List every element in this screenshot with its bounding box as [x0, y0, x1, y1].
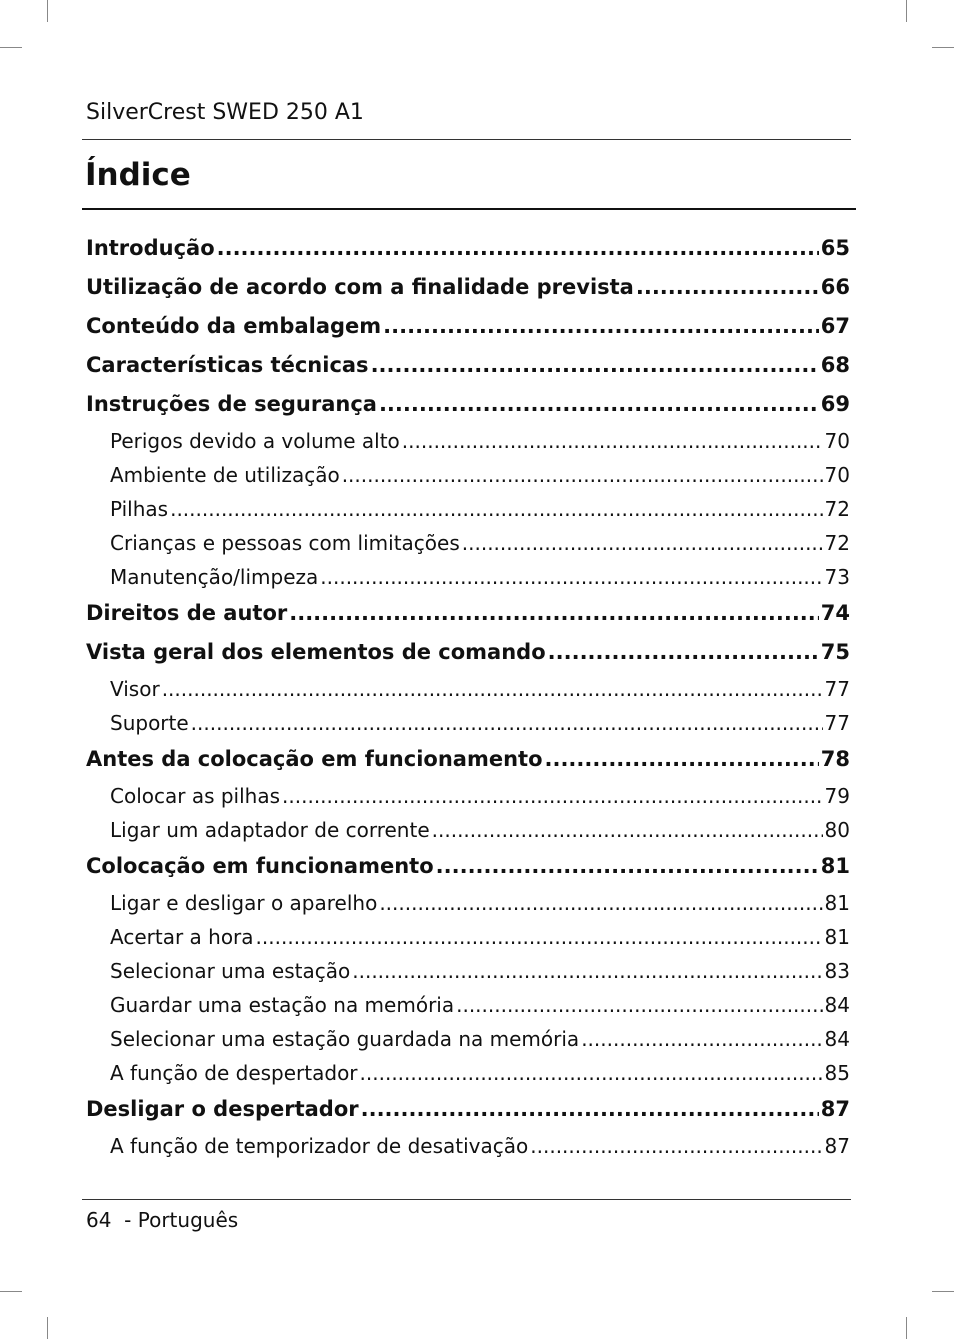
toc-entry-page: 78 [820, 747, 850, 771]
toc-chapter-entry[interactable] [86, 307, 850, 346]
toc-chapter-entry[interactable] [86, 740, 850, 779]
toc-section-entry[interactable] [86, 886, 850, 920]
toc-chapter-entry[interactable] [86, 229, 850, 268]
toc-section-entry[interactable] [86, 1022, 850, 1056]
title-rule [82, 208, 856, 210]
toc-leader-dots [289, 594, 819, 633]
toc-leader-dots [217, 229, 819, 268]
toc-entry-page: 81 [824, 925, 850, 949]
toc-entry-label: Instruções de segurança [86, 392, 377, 416]
toc-entry-page: 83 [824, 959, 850, 983]
toc-leader-dots [456, 988, 822, 1022]
toc-entry-label: Vista geral dos elementos de comando [86, 640, 546, 664]
toc-entry-label: Crianças e pessoas com limitações [110, 531, 460, 555]
toc-entry-label: Ligar um adaptador de corrente [110, 818, 430, 842]
toc-leader-dots [436, 847, 819, 886]
running-header: SilverCrest SWED 250 A1 [86, 100, 364, 125]
toc-entry-label: Ambiente de utilização [110, 463, 340, 487]
toc-chapter-entry[interactable] [86, 594, 850, 633]
toc-entry-page: 77 [824, 677, 850, 701]
toc-chapter-entry[interactable] [86, 1090, 850, 1129]
toc-leader-dots [170, 492, 822, 526]
toc-chapter-entry[interactable] [86, 385, 850, 424]
toc-entry-label: Conteúdo da embalagem [86, 314, 382, 338]
toc-section-entry[interactable] [86, 813, 850, 847]
toc-leader-dots [352, 954, 822, 988]
toc-entry-label: Introdução [86, 236, 215, 260]
toc-entry-page: 81 [820, 854, 850, 878]
toc-leader-dots [342, 458, 823, 492]
toc-entry-page: 85 [824, 1061, 850, 1085]
toc-entry-label: Direitos de autor [86, 601, 288, 625]
toc-entry-page: 65 [820, 236, 850, 260]
toc-entry-label: Acertar a hora [110, 925, 254, 949]
toc-entry-label: A função de temporizador de desativação [110, 1134, 529, 1158]
toc-leader-dots [191, 706, 823, 740]
toc-entry-label: Pilhas [110, 497, 169, 521]
toc-leader-dots [360, 1056, 823, 1090]
toc-leader-dots [320, 560, 822, 594]
toc-section-entry[interactable] [86, 672, 850, 706]
toc-entry-page: 87 [820, 1097, 850, 1121]
crop-mark [906, 0, 907, 22]
toc-leader-dots [361, 1090, 819, 1129]
crop-mark [47, 1317, 48, 1339]
toc-entry-label: Antes da colocação em funcionamento [86, 747, 543, 771]
toc-section-entry[interactable] [86, 458, 850, 492]
toc-chapter-entry[interactable] [86, 633, 850, 672]
toc-section-entry[interactable] [86, 424, 850, 458]
toc-entry-page: 68 [820, 353, 850, 377]
toc-entry-page: 70 [824, 463, 850, 487]
crop-mark [0, 1291, 22, 1292]
toc-chapter-entry[interactable] [86, 847, 850, 886]
toc-entry-label: Colocar as pilhas [110, 784, 281, 808]
toc-section-entry[interactable] [86, 779, 850, 813]
toc-entry-page: 87 [824, 1134, 850, 1158]
toc-entry-label: Suporte [110, 711, 189, 735]
toc-leader-dots [530, 1129, 822, 1163]
toc-entry-label: Selecionar uma estação guardada na memória [110, 1027, 580, 1051]
header-rule [82, 139, 851, 140]
toc-chapter-entry[interactable] [86, 346, 850, 385]
toc-leader-dots [371, 346, 819, 385]
toc-entry-page: 77 [824, 711, 850, 735]
toc-entry-page: 79 [824, 784, 850, 808]
toc-entry-label: Características técnicas [86, 353, 369, 377]
toc-section-entry[interactable] [86, 920, 850, 954]
toc-leader-dots [462, 526, 823, 560]
toc-leader-dots [432, 813, 823, 847]
toc-leader-dots [545, 740, 819, 779]
page-footer [86, 1208, 238, 1232]
footer-language: - Português [124, 1208, 239, 1232]
toc-entry-page: 84 [824, 993, 850, 1017]
toc-entry-page: 74 [820, 601, 850, 625]
toc-entry-page: 72 [824, 531, 850, 555]
toc-leader-dots [379, 385, 819, 424]
toc-entry-page: 69 [820, 392, 850, 416]
crop-mark [906, 1317, 907, 1339]
toc-entry-page: 67 [820, 314, 850, 338]
toc-section-entry[interactable] [86, 988, 850, 1022]
toc-entry-label: Guardar uma estação na memória [110, 993, 455, 1017]
toc-entry-page: 84 [824, 1027, 850, 1051]
toc-entry-page: 75 [820, 640, 850, 664]
toc-entry-label: Manutenção/limpeza [110, 565, 319, 589]
crop-mark [932, 1291, 954, 1292]
toc-entry-page: 66 [820, 275, 850, 299]
toc-entry-label: Utilização de acordo com a finalidade prevista [86, 275, 634, 299]
toc-leader-dots [162, 672, 823, 706]
toc-entry-label: Selecionar uma estação [110, 959, 351, 983]
footer-rule [82, 1199, 851, 1200]
toc-leader-dots [581, 1022, 822, 1056]
toc-section-entry[interactable] [86, 492, 850, 526]
toc-entry-page: 80 [824, 818, 850, 842]
toc-section-entry[interactable] [86, 706, 850, 740]
toc-section-entry[interactable] [86, 560, 850, 594]
toc-entry-label: Ligar e desligar o aparelho [110, 891, 378, 915]
toc-section-entry[interactable] [86, 1056, 850, 1090]
toc-entry-label: A função de despertador [110, 1061, 358, 1085]
crop-mark [932, 47, 954, 48]
toc-entry-label: Desligar o despertador [86, 1097, 359, 1121]
toc-entry-page: 72 [824, 497, 850, 521]
toc-entry-label: Colocação em funcionamento [86, 854, 434, 878]
toc-leader-dots [548, 633, 819, 672]
toc-entry-label: Perigos devido a volume alto [110, 429, 400, 453]
toc-leader-dots [636, 268, 819, 307]
table-of-contents [86, 229, 850, 1163]
page-number: 64 [86, 1208, 112, 1232]
toc-leader-dots [256, 920, 823, 954]
crop-mark [0, 47, 22, 48]
toc-chapter-entry[interactable] [86, 268, 850, 307]
toc-leader-dots [383, 307, 819, 346]
toc-entry-page: 70 [824, 429, 850, 453]
toc-leader-dots [379, 886, 822, 920]
toc-entry-page: 81 [824, 891, 850, 915]
page-title: Índice [85, 157, 191, 193]
toc-section-entry[interactable] [86, 954, 850, 988]
toc-section-entry[interactable] [86, 526, 850, 560]
crop-mark [47, 0, 48, 22]
toc-entry-page: 73 [824, 565, 850, 589]
toc-leader-dots [282, 779, 823, 813]
toc-section-entry[interactable] [86, 1129, 850, 1163]
toc-leader-dots [402, 424, 823, 458]
toc-entry-label: Visor [110, 677, 160, 701]
